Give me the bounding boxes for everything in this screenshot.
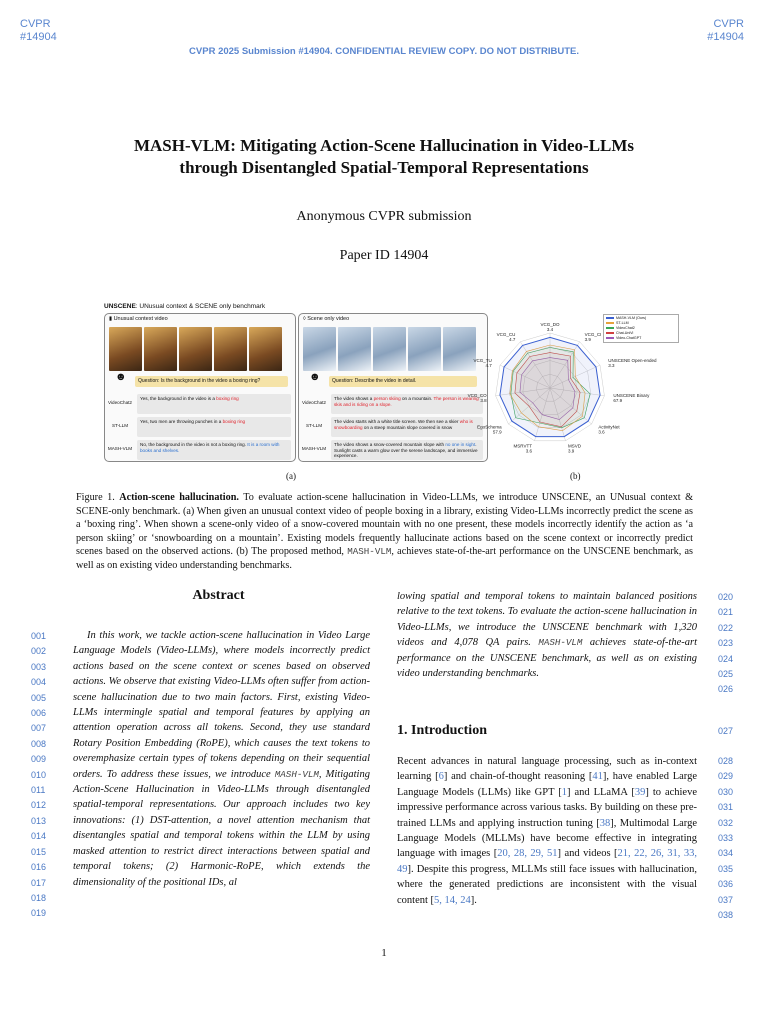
abstract-body-continued [397,589,697,681]
line-number: 022 [718,622,734,633]
figure-b-radar [467,310,672,460]
snow-video-frames [303,327,476,371]
intro-text: ], have enabled Large Language Models (LLMs) like GPT [ [397,771,697,798]
radar-axis-value: 57.9 [492,429,502,435]
radar-axis-label: VCG_CO [467,392,487,398]
radar-axis-label: UNSCENE Open-ended [608,358,657,364]
line-number: 036 [718,879,734,890]
video-frame [144,327,177,371]
line-number: 003 [31,661,47,672]
citation-link[interactable]: 1 [561,786,568,798]
video-frame [303,327,336,371]
intro-text: ]. [470,894,477,906]
radar-axis-value: 67.9 [613,397,623,403]
model-answer [137,417,291,437]
line-number: 018 [31,892,47,903]
user-icon: ☻ [309,371,321,383]
hallucination-text: boxing ring [216,396,239,401]
panel-label-scene: ◊ Scene only video [303,316,350,322]
corner-label-right [707,18,744,44]
benchmark-name: UNSCENE [104,303,136,310]
line-number: 019 [31,908,47,919]
line-number: 013 [31,815,47,826]
answer-text: The video starts with a white title screen. We then see a skier [334,419,460,424]
paper-title [60,135,708,179]
video-frame [109,327,142,371]
answer-row [105,417,293,437]
hallucination-text: boxing ring [222,419,246,424]
answer-text: . Sunlight casts a warm glow over the serene landscape, and immersive experience. [334,442,478,458]
line-number: 037 [718,894,734,905]
method-name: MASH-VLM [538,637,583,649]
model-answer [137,394,291,414]
legend-swatch [606,317,614,319]
method-name: MASH-VLM [274,768,319,780]
corner-label-left [20,18,57,44]
model-name: MASH-VLM [107,446,133,451]
title-line-2: through Disentangled Spatial-Temporal Representations [179,158,589,177]
figure-label: Figure 1. [76,492,115,503]
figure-a [104,303,486,459]
radar-axis-value: 3.9 [584,336,591,342]
abstract-text: achieves state-of-the-art performance on the UNSCENE benchmark, as well as on existing video understanding benchmarks. [397,637,697,680]
line-number: 016 [31,862,47,873]
radar-axis-value: 3.9 [568,448,575,454]
user-icon: ☻ [115,371,127,383]
line-number: 033 [718,833,734,844]
answer-text: on a mountain. [400,396,434,401]
answer-text: The video shows a [334,396,374,401]
line-number: 007 [31,723,47,734]
figure-caption-text: , achieves state-of-the-art performance on the UNSCENE benchmark, as well as on existing video understanding benchmarks. [76,546,693,571]
legend-entry [606,336,676,341]
legend-label: Video-ChatGPT [616,336,642,340]
correct-text: no one in sight [445,442,476,447]
line-number: 028 [718,756,734,766]
line-number: 001 [31,631,47,641]
question-box: Question: Is the background in the video a boxing ring? [135,376,288,387]
line-number: 012 [31,800,47,811]
method-name: MASH-VLM [347,546,392,558]
radar-axis-value: 3.3 [608,363,615,369]
video-frame [408,327,441,371]
legend-label: VideoChat2 [616,326,635,330]
citation-link[interactable]: 20, 28, 29, 51 [497,848,558,860]
paper-id: Paper ID 14904 [339,248,429,263]
figure-b-caption: (b) [570,471,581,481]
radar-axis-label: VCG_CI [584,331,602,337]
line-number: 024 [718,653,734,664]
line-number: 030 [718,786,734,797]
legend-label: Chat-UniVi [616,331,634,335]
abstract-heading: Abstract [192,588,245,603]
corner-venue: CVPR [713,18,744,30]
model-name: VideoChat2 [108,400,132,405]
author-line: Anonymous CVPR submission [296,209,472,224]
legend-swatch [606,337,614,339]
answer-row [105,394,293,414]
line-number: 009 [31,754,47,765]
line-numbers-right-bottom [718,754,733,923]
line-number: 014 [31,831,47,842]
answer-text: No, the background in the video is not a boxing ring. [140,442,248,447]
citation-link[interactable]: 21, 22, 26, 31, 33, 49 [397,848,698,875]
line-number-heading: 027 [718,726,734,736]
boxing-video-frames [109,327,282,371]
hallucination-text: who is snowboarding [334,419,473,430]
model-answer [331,394,483,414]
answer-text: The video shows a snow-covered mountain slope with [334,442,446,447]
line-number: 021 [718,607,734,618]
video-frame [249,327,282,371]
line-number: 005 [31,692,47,703]
legend-swatch [606,327,614,329]
line-number: 032 [718,817,734,828]
intro-text: ]. Despite this progress, MLLMs still face issues with hallucination, where the generated predictions are inconsistent with the visual content [ [397,863,697,906]
video-frame [373,327,406,371]
citation-link[interactable]: 6 [438,771,444,783]
citation-link[interactable]: 38 [599,817,611,829]
figure-caption [76,491,693,573]
figure-a-title [104,303,486,310]
radar-axis-value: 3.8 [480,397,487,403]
line-number: 004 [31,677,47,688]
radar-axis-label: EgoSchema [477,424,502,430]
intro-text: ] to achieve impressive performance across various tasks. By building on these pre-trained LLMs and applying instruction tuning [ [397,786,697,829]
radar-axis-label: UNSCENE Binary [613,392,650,398]
answer-row [299,394,485,414]
panel-label-text: Unusual context video [113,316,168,322]
benchmark-desc: : UNusual context & SCENE only benchmark [135,303,266,310]
hallucination-text: The person is wearing skis and is riding on a slope. [334,396,479,407]
intro-text: ] and videos [ [557,848,618,860]
model-answer [137,440,291,460]
radar-axis-label: MSVD [568,443,582,449]
radar-legend [603,314,679,343]
intro-text: ] and chain-of-thought reasoning [ [443,771,593,783]
model-name: ST-LLM [111,423,129,428]
radar-axis-value: 3.6 [598,429,605,435]
video-frame [179,327,212,371]
line-number: 038 [718,910,734,921]
citation-link[interactable]: 41 [592,771,603,783]
video-frame [214,327,247,371]
radar-axis-label: MSRVTT [513,443,532,449]
figure-a-caption: (a) [286,471,296,481]
legend-swatch [606,322,614,324]
page-number: 1 [381,947,387,959]
line-number: 002 [31,646,47,657]
line-number: 035 [718,863,734,874]
line-numbers-right-top [718,590,733,698]
citation-link[interactable]: 5, 14, 24 [434,894,471,906]
abstract-text: In this work, we tackle action-scene hallucination in Video Large Language Models (Video-LLMs), where models incorrectly predict actions based on the scene context or scenes based on observed actions. We observe that existing Video-LLMs often suffer from action-scene hallucination due to two main factors. First, existing Video-LLMs intermingle spatial and temporal features by applying an attention operation across all tokens. Second, they use standard Rotary Position Embedding (RoPE), which causes the text tokens to overemphasize certain types of tokens depending on their sequential orders. To address these issues, we introduce [73,630,370,780]
line-number: 029 [718,771,734,782]
correct-text: It is a room with books and shelves. [140,442,280,453]
corner-id: #14904 [20,31,57,43]
line-number: 020 [718,592,734,602]
unusual-context-panel [104,313,296,462]
radar-axis-value: 4.7 [509,336,516,342]
abstract-text: lowing spatial and temporal tokens to maintain balanced positions relative to the text tokens. To evaluate the action-scene hallucination in Video-LLMs, we introduce the UNSCENE benchmark with 1,320 videos and 4,078 QA pairs. [397,591,697,649]
question-box: Question: Describe the video in detail. [329,376,477,387]
answer-row [105,440,293,460]
radar-series [500,337,600,436]
answer-text: Yes, two men are throwing punches in a [140,419,223,424]
radar-axis-label: VCG_TU [473,358,492,364]
answer-text: on a steep mountain slope covered in snow [362,424,453,430]
line-number: 034 [718,848,734,859]
hallucination-text: person skiing [373,396,401,401]
line-numbers-left [31,629,46,922]
radar-axis-label: ActivityNet [598,424,620,430]
answer-row [299,417,485,437]
panel-label-unusual: ▮ Unusual context video [109,316,168,322]
radar-axis-label: VCG_CU [496,331,516,337]
figure-caption-bold: Action-scene hallucination. [119,492,239,503]
answer-text: Yes, the background in the video is a [140,396,217,401]
abstract-body [73,628,370,890]
intro-text: ] and LLaMA [ [567,786,635,798]
scene-only-panel [298,313,488,462]
confidential-banner: CVPR 2025 Submission #14904. CONFIDENTIAL REVIEW COPY. DO NOT DISTRIBUTE. [189,46,579,57]
model-answer [331,440,483,460]
line-number: 011 [31,785,46,796]
figure-caption-text: To evaluate action-scene hallucination in Video-LLMs, we introduce UNSCENE, an UNusual context & SCENE-only benchmark. (a) When given an unusual context video of people boxing in a library, existing Video-LLMs incorrectly predict the scene as a ‘boxing ring’. When shown a scene-only video of a snow-covered mountain with no one present, these models incorrectly identify the action as ‘a person skiing’ or ‘snowboarding on a mountain’. Existing models frequently hallucinate actions based on the scene context or incorrectly predict scenes based on the observed actions. (b) The proposed method, [76,492,694,558]
line-number: 015 [31,846,47,857]
line-number: 006 [31,708,47,719]
line-number: 031 [718,802,734,813]
introduction-heading: 1. Introduction [397,723,487,738]
intro-text: Recent advances in natural language processing, such as in-context learning [ [397,756,697,783]
legend-label: MASH-VLM (Ours) [616,316,647,320]
radar-axis-label: VCG_DO [540,322,560,327]
citation-link[interactable]: 39 [634,786,646,798]
line-number: 026 [718,684,734,695]
model-name: VideoChat2 [302,400,326,405]
line-number: 025 [718,669,734,680]
line-number: 010 [31,769,47,780]
title-line-1: MASH-VLM: Mitigating Action-Scene Hallucination in Video-LLMs [133,136,635,155]
video-frame [338,327,371,371]
legend-swatch [606,332,614,334]
model-name: ST-LLM [305,423,323,428]
model-answer [331,417,483,437]
radar-axis-value: 4.7 [485,363,492,369]
legend-label: ST-LLM [616,321,629,325]
abstract-text: , Mitigating Action-Scene Hallucination in Video-LLMs through disentangled spatial-temporal representations. Our approach includes two key innovations: (1) DST-attention, a novel attention mechanism that disentangles spatial and temporal tokens within the LLM by using masked attention to restrict direct interactions between spatial and temporal tokens; (2) Harmonic-RoPE, which extends the dimensionality of the positional IDs, al [73,768,370,888]
introduction-body [397,754,697,908]
line-number: 008 [31,738,47,749]
line-number: 017 [31,877,47,888]
intro-text: ], Multimodal Large Language Models (MLLMs) have become effective in integrating language with images [ [397,817,697,860]
radar-axis-value: 3.4 [546,327,554,332]
model-name: MASH-VLM [301,446,327,451]
video-frame [443,327,476,371]
radar-axis-value: 3.6 [525,448,532,454]
corner-id: #14904 [707,31,744,43]
corner-venue: CVPR [20,18,51,30]
line-number: 023 [718,638,734,649]
answer-row [299,440,485,460]
panel-label-text: Scene only video [307,316,350,322]
